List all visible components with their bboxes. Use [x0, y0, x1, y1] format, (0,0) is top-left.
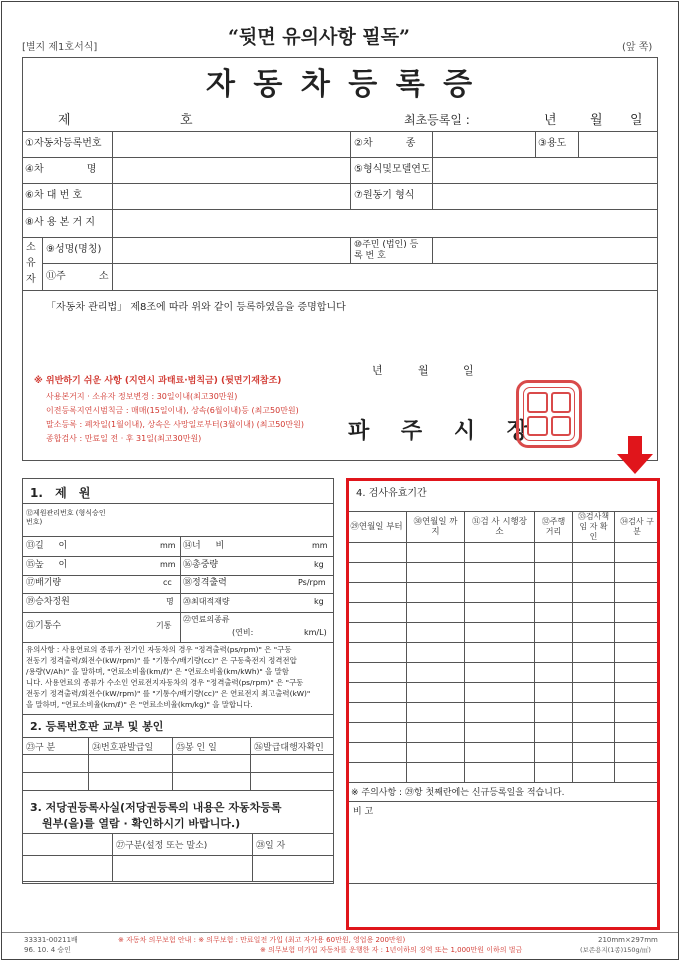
seal-lettering [527, 392, 571, 436]
field-owner-name: ⑨성명(명칭) [46, 244, 102, 255]
section-mortgage-title-2: 원부(을)를 열람 · 확인하시기 바랍니다.) [42, 817, 241, 830]
field-engine-type: ⑦원동기 형식 [354, 190, 415, 201]
inspection-col: ㉝검사책임 자 확인 [573, 512, 615, 543]
unit-mm: mm [312, 541, 328, 550]
first-reg-label: 최초등록일 : [404, 113, 470, 127]
section-inspection-title: 4. 검사유효기간 [356, 488, 427, 499]
certification-statement: 「자동차 관리법」 제8조에 따라 위와 같이 등록하였음을 증명합니다 [46, 302, 346, 313]
footer-insurance-notice: ※ 자동차 의무보험 안내 : ※ 의무보험 : 만료일전 가입 (최고 자가용 60만원, 영업용 200만원) [118, 936, 406, 944]
section-plate-title: 2. 등록번호판 교부 및 봉인 [30, 720, 164, 733]
spec-rated-output: ⑱정격출력 [183, 578, 227, 588]
inspection-col: ㉙연월일 부터 [347, 512, 407, 543]
field-address: ⑪주 소 [46, 271, 109, 282]
unit-cc: cc [163, 578, 172, 587]
mortgage-col: ㉗구분(설정 또는 말소) [113, 834, 253, 856]
main-title: 자 동 차 등 록 증 [206, 67, 477, 102]
unit-mm: mm [160, 541, 176, 550]
spec-height: ⑮높 이 [26, 560, 68, 570]
inspection-col: ㉞검사 구분 [615, 512, 660, 543]
spec-cylinders: ㉑기통수 [26, 621, 62, 631]
inspection-col: ㉚연월일 까지 [407, 512, 465, 543]
spec-mgmt-no: ⑫제원관리번호 (형식승인번호) [26, 509, 106, 526]
unit-kg: kg [314, 560, 324, 569]
unit-persons: 명 [166, 597, 174, 606]
inspection-remarks: 비 고 [353, 807, 374, 817]
warning-line: 이전등록지연시범칙금 : 매매(15일이내), 상속(6월이내)등 (최고50만원) [46, 406, 299, 415]
down-arrow-icon [617, 436, 653, 474]
spec-length: ⑬길 이 [26, 541, 68, 551]
official-seal [516, 380, 582, 448]
mortgage-table [22, 833, 334, 882]
spec-fuel-eff: (연비: [232, 628, 254, 637]
form-number: [별지 제1호서식] [22, 42, 98, 53]
spec-max-load: ⑳최대적재량 [183, 597, 230, 606]
issuer-name: 파 주 시 장 [348, 418, 540, 444]
unit-kml: km/L) [304, 628, 327, 637]
warning-line: 사용본거지 · 소유자 정보변경 : 30일이내(최고30만원) [46, 392, 238, 401]
unit-kg: kg [314, 597, 324, 606]
notice-title: “뒷면 유의사항 필독” [228, 26, 410, 48]
highlight-box [346, 478, 660, 930]
cert-date-day: 일 [463, 364, 474, 377]
warning-line: 말소등록 : 폐차일(1월이내), 상속은 사망일로부터(3월이내) (최고50만원) [46, 420, 304, 429]
plate-col: ㉖발급대행자확인 [251, 738, 334, 755]
field-vin: ⑥차 대 번 호 [25, 190, 83, 201]
spec-width: ⑭너 비 [183, 541, 225, 551]
field-owner-group: 소유자 [26, 242, 36, 285]
inspection-col: ㉛검 사 시행장소 [465, 512, 535, 543]
unit-mm: mm [160, 560, 176, 569]
spec-displacement: ⑰배기량 [26, 578, 62, 588]
spec-seats: ⑲승차정원 [26, 597, 70, 607]
first-reg-day: 일 [630, 113, 643, 128]
field-car-name: ④차 명 [25, 164, 97, 175]
spec-fuel-type: ㉒연료의종류 [183, 615, 230, 624]
warning-box [34, 375, 324, 453]
first-reg-year: 년 [544, 113, 557, 128]
field-model-year: ⑤형식및모델연도 [354, 164, 431, 175]
warning-line: 종합검사 : 만료일 전 · 후 31일(최고30만원) [46, 434, 202, 443]
section-specs-title: 1. 제 원 [30, 486, 91, 500]
spec-gross-weight: ⑯총중량 [183, 560, 219, 570]
field-use: ③용도 [538, 138, 567, 149]
field-base-location: ⑧사 용 본 거 지 [25, 217, 95, 228]
field-resident-no: ⑩주민 (법인) 등 록 번 호 [354, 240, 419, 261]
reg-no-label-2: 호 [180, 113, 193, 128]
plate-table [22, 737, 334, 791]
page-side-label: (앞 쪽) [622, 42, 653, 53]
plate-col: ㉓구 분 [23, 738, 89, 755]
footer-code-2: 96. 10. 4 승인 [24, 946, 71, 954]
reg-no-label-1: 제 [58, 113, 71, 128]
inspection-col: ㉜주행 거리 [535, 512, 573, 543]
footer-paper-size: 210mm×297mm [598, 936, 658, 944]
cert-date-month: 월 [418, 364, 429, 377]
mortgage-col: ㉘일 자 [253, 834, 334, 856]
footer-insurance-notice-2: ※ 의무보험 미가입 자동차를 운행한 자 : 1년이하의 징역 또는 1,000만원 이하의 벌금 [260, 946, 523, 954]
field-car-type: ②차 종 [354, 138, 416, 149]
inspection-note: ※ 주의사항 : ㉙항 첫째란에는 신규등록일을 적습니다. [351, 788, 565, 798]
footer-code-1: 33331-00211배 [24, 936, 78, 944]
unit-cyl: 기통 [156, 621, 172, 630]
section-mortgage-title-1: 3. 저당권등록사실(저당권등록의 내용은 자동차등록 [30, 801, 282, 814]
plate-col: ㉕봉 인 일 [173, 738, 251, 755]
warning-title: ※ 위반하기 쉬운 사항 (지연시 과태료·범칙금) (뒷면기재참조) [34, 376, 282, 386]
unit-ps: Ps/rpm [298, 578, 326, 587]
first-reg-month: 월 [590, 113, 603, 128]
footer-paper-type: (보존용지(1종)150g/㎡) [580, 946, 651, 954]
plate-col: ㉔번호판발급일 [89, 738, 173, 755]
field-reg-number: ①자동차등록번호 [25, 138, 102, 149]
cert-date-year: 년 [372, 364, 383, 377]
